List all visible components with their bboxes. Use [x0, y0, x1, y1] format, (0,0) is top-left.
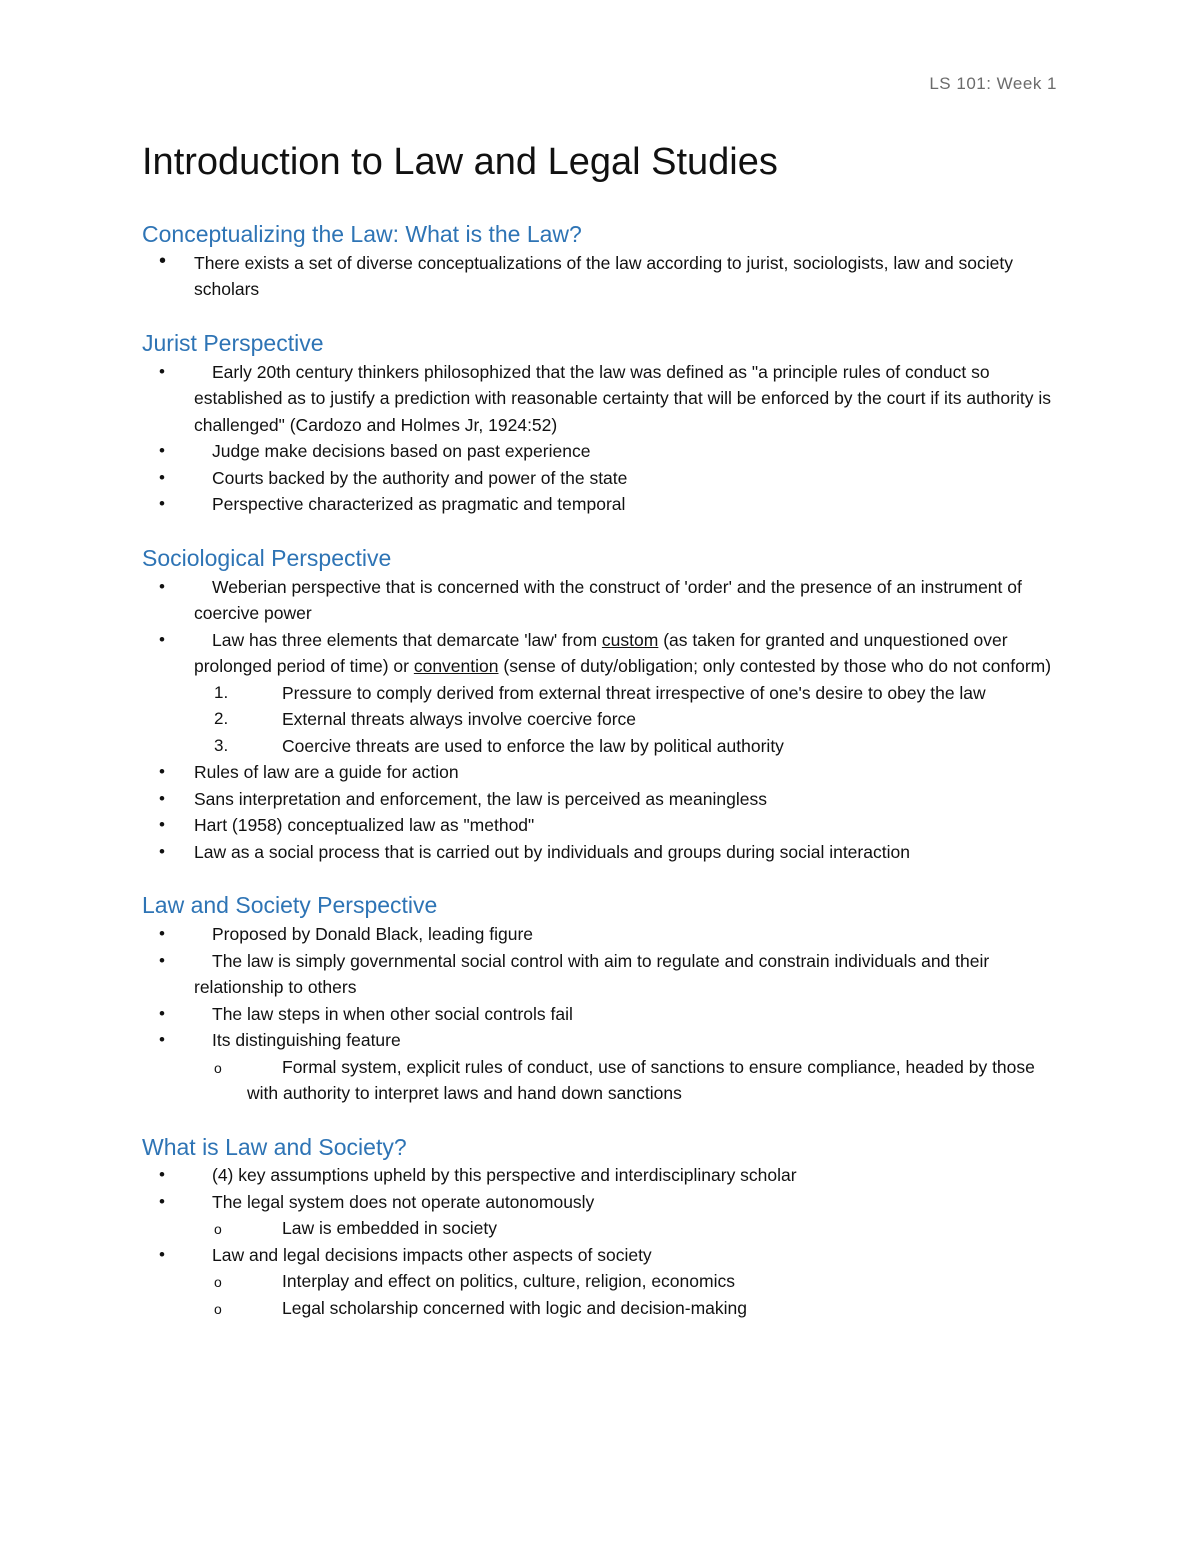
list-item — [142, 921, 1062, 948]
list-item-text: Hart (1958) conceptualized law as "method" — [194, 815, 535, 836]
list-item — [142, 574, 1062, 627]
list-item — [142, 1295, 1062, 1322]
list-item — [142, 786, 1062, 813]
list-item-text: Perspective characterized as pragmatic and temporal — [212, 494, 626, 515]
list-item-text: Weberian perspective that is concerned with the construct of 'order' and the presence of an instrument of coercive power — [194, 576, 1022, 624]
list-item — [142, 465, 1062, 492]
list-item-text: (as taken for granted and unquestioned over prolonged period of time) or — [194, 629, 1008, 677]
bullet-list — [142, 359, 1062, 518]
bullet-icon: • — [159, 1165, 165, 1185]
bullet-icon: • — [159, 950, 165, 970]
circle-bullet-icon: o — [214, 1221, 222, 1238]
list-item — [142, 680, 1062, 707]
list-item — [142, 759, 1062, 786]
list-item — [142, 1268, 1062, 1295]
list-item — [142, 491, 1062, 518]
page-title: Introduction to Law and Legal Studies — [142, 141, 778, 183]
list-item — [142, 706, 1062, 733]
list-item-text: (4) key assumptions upheld by this perspective and interdisciplinary scholar — [212, 1165, 797, 1186]
list-item-text: Law is embedded in society — [282, 1218, 497, 1239]
term-convention: convention — [413, 656, 499, 677]
numbered-list — [142, 680, 1062, 760]
list-item — [142, 839, 1062, 866]
list-item — [142, 1162, 1062, 1189]
list-item-text: Judge make decisions based on past experience — [212, 441, 591, 462]
bullet-list — [142, 921, 1062, 1107]
list-item-text: External threats always involve coercive force — [282, 709, 637, 730]
bullet-icon: • — [159, 1191, 165, 1211]
list-item-text: Early 20th century thinkers philosophized that the law was defined as "a principle rules of conduct so established as to justify a prediction with reasonable certainty that will be enforced by the court if its authority is challenged" (Cardozo and Holmes Jr, 1924:52) — [194, 361, 1051, 435]
list-item-text: Rules of law are a guide for action — [194, 762, 459, 783]
section-heading: Law and Society Perspective — [142, 892, 438, 919]
circle-bullet-icon: o — [214, 1300, 222, 1317]
section-heading: Jurist Perspective — [142, 329, 324, 356]
section-sociological — [142, 544, 1062, 865]
bullet-icon: • — [159, 361, 165, 381]
bullet-icon: • — [159, 815, 165, 835]
list-item — [142, 948, 1062, 1001]
bullet-icon: • — [159, 249, 167, 272]
bullet-icon: • — [159, 1003, 165, 1023]
page-header: LS 101: Week 1 — [929, 74, 1057, 93]
bullet-icon: • — [159, 924, 165, 944]
list-item — [142, 438, 1062, 465]
list-item-text: Coercive threats are used to enforce the law by political authority — [282, 735, 784, 756]
section-conceptualizing — [142, 220, 1062, 303]
bullet-icon: • — [159, 494, 165, 514]
circle-bullet-icon: o — [214, 1059, 222, 1076]
bullet-icon: • — [159, 788, 165, 808]
list-item-text: Pressure to comply derived from external threat irrespective of one's desire to obey the law — [282, 682, 986, 703]
list-item-text: Sans interpretation and enforcement, the law is perceived as meaningless — [194, 788, 767, 809]
list-item-text: The legal system does not operate autonomously — [212, 1191, 595, 1212]
list-item — [142, 359, 1062, 439]
section-heading: What is Law and Society? — [142, 1133, 407, 1160]
bullet-icon: • — [159, 1244, 165, 1264]
bullet-list — [142, 574, 1062, 680]
list-item — [142, 1054, 1062, 1107]
list-item — [142, 733, 1062, 760]
bullet-icon: • — [159, 841, 165, 861]
section-jurist — [142, 329, 1062, 518]
circle-bullet-icon: o — [214, 1274, 222, 1291]
list-item-text: Legal scholarship concerned with logic and decision-making — [282, 1297, 747, 1318]
section-what-is-law-society — [142, 1133, 1062, 1322]
bullet-icon: • — [159, 762, 165, 782]
list-number: 3. — [214, 735, 229, 755]
section-heading: Sociological Perspective — [142, 544, 392, 571]
list-item-text: The law steps in when other social controls fail — [212, 1003, 573, 1024]
bullet-list — [142, 250, 1062, 303]
list-item-text: The law is simply governmental social control with aim to regulate and constrain individuals and their relationship to others — [194, 950, 990, 998]
list-item-text: There exists a set of diverse conceptualizations of the law according to jurist, sociologists, law and society scholars — [194, 252, 1014, 300]
list-item-text: Law and legal decisions impacts other aspects of society — [212, 1244, 652, 1265]
list-item-text: Law has three elements that demarcate 'law' from — [212, 629, 602, 650]
list-item — [142, 1189, 1062, 1216]
list-item — [142, 1001, 1062, 1028]
bullet-icon: • — [159, 441, 165, 461]
bullet-icon: • — [159, 1030, 165, 1050]
section-heading: Conceptualizing the Law: What is the Law? — [142, 221, 582, 247]
term-custom: custom — [601, 629, 659, 650]
list-item — [142, 1215, 1062, 1242]
bullet-list — [142, 759, 1062, 865]
bullet-icon: • — [159, 467, 165, 487]
bullet-icon: • — [159, 576, 165, 596]
list-item — [142, 812, 1062, 839]
list-item — [142, 250, 1062, 303]
list-item-text: Interplay and effect on politics, culture, religion, economics — [282, 1271, 735, 1292]
list-item-text: Law as a social process that is carried out by individuals and groups during social interaction — [194, 841, 910, 862]
bullet-list — [142, 1162, 1062, 1321]
list-item — [142, 1242, 1062, 1269]
list-item-text: (sense of duty/obligation; only contested by those who do not conform) — [498, 656, 1052, 677]
list-item-text: Formal system, explicit rules of conduct, use of sanctions to ensure compliance, headed by those with authority to interpret laws and hand down sanctions — [247, 1056, 1035, 1104]
list-item-text: Its distinguishing feature — [212, 1030, 401, 1051]
list-item — [142, 627, 1062, 680]
list-item — [142, 1027, 1062, 1054]
document-body — [142, 220, 1062, 1347]
list-item-text: Proposed by Donald Black, leading figure — [212, 924, 534, 945]
list-number: 2. — [214, 709, 229, 729]
list-item-text: Courts backed by the authority and power of the state — [212, 467, 628, 488]
list-number: 1. — [214, 682, 229, 702]
section-law-society-perspective — [142, 891, 1062, 1106]
bullet-icon: • — [159, 629, 165, 649]
